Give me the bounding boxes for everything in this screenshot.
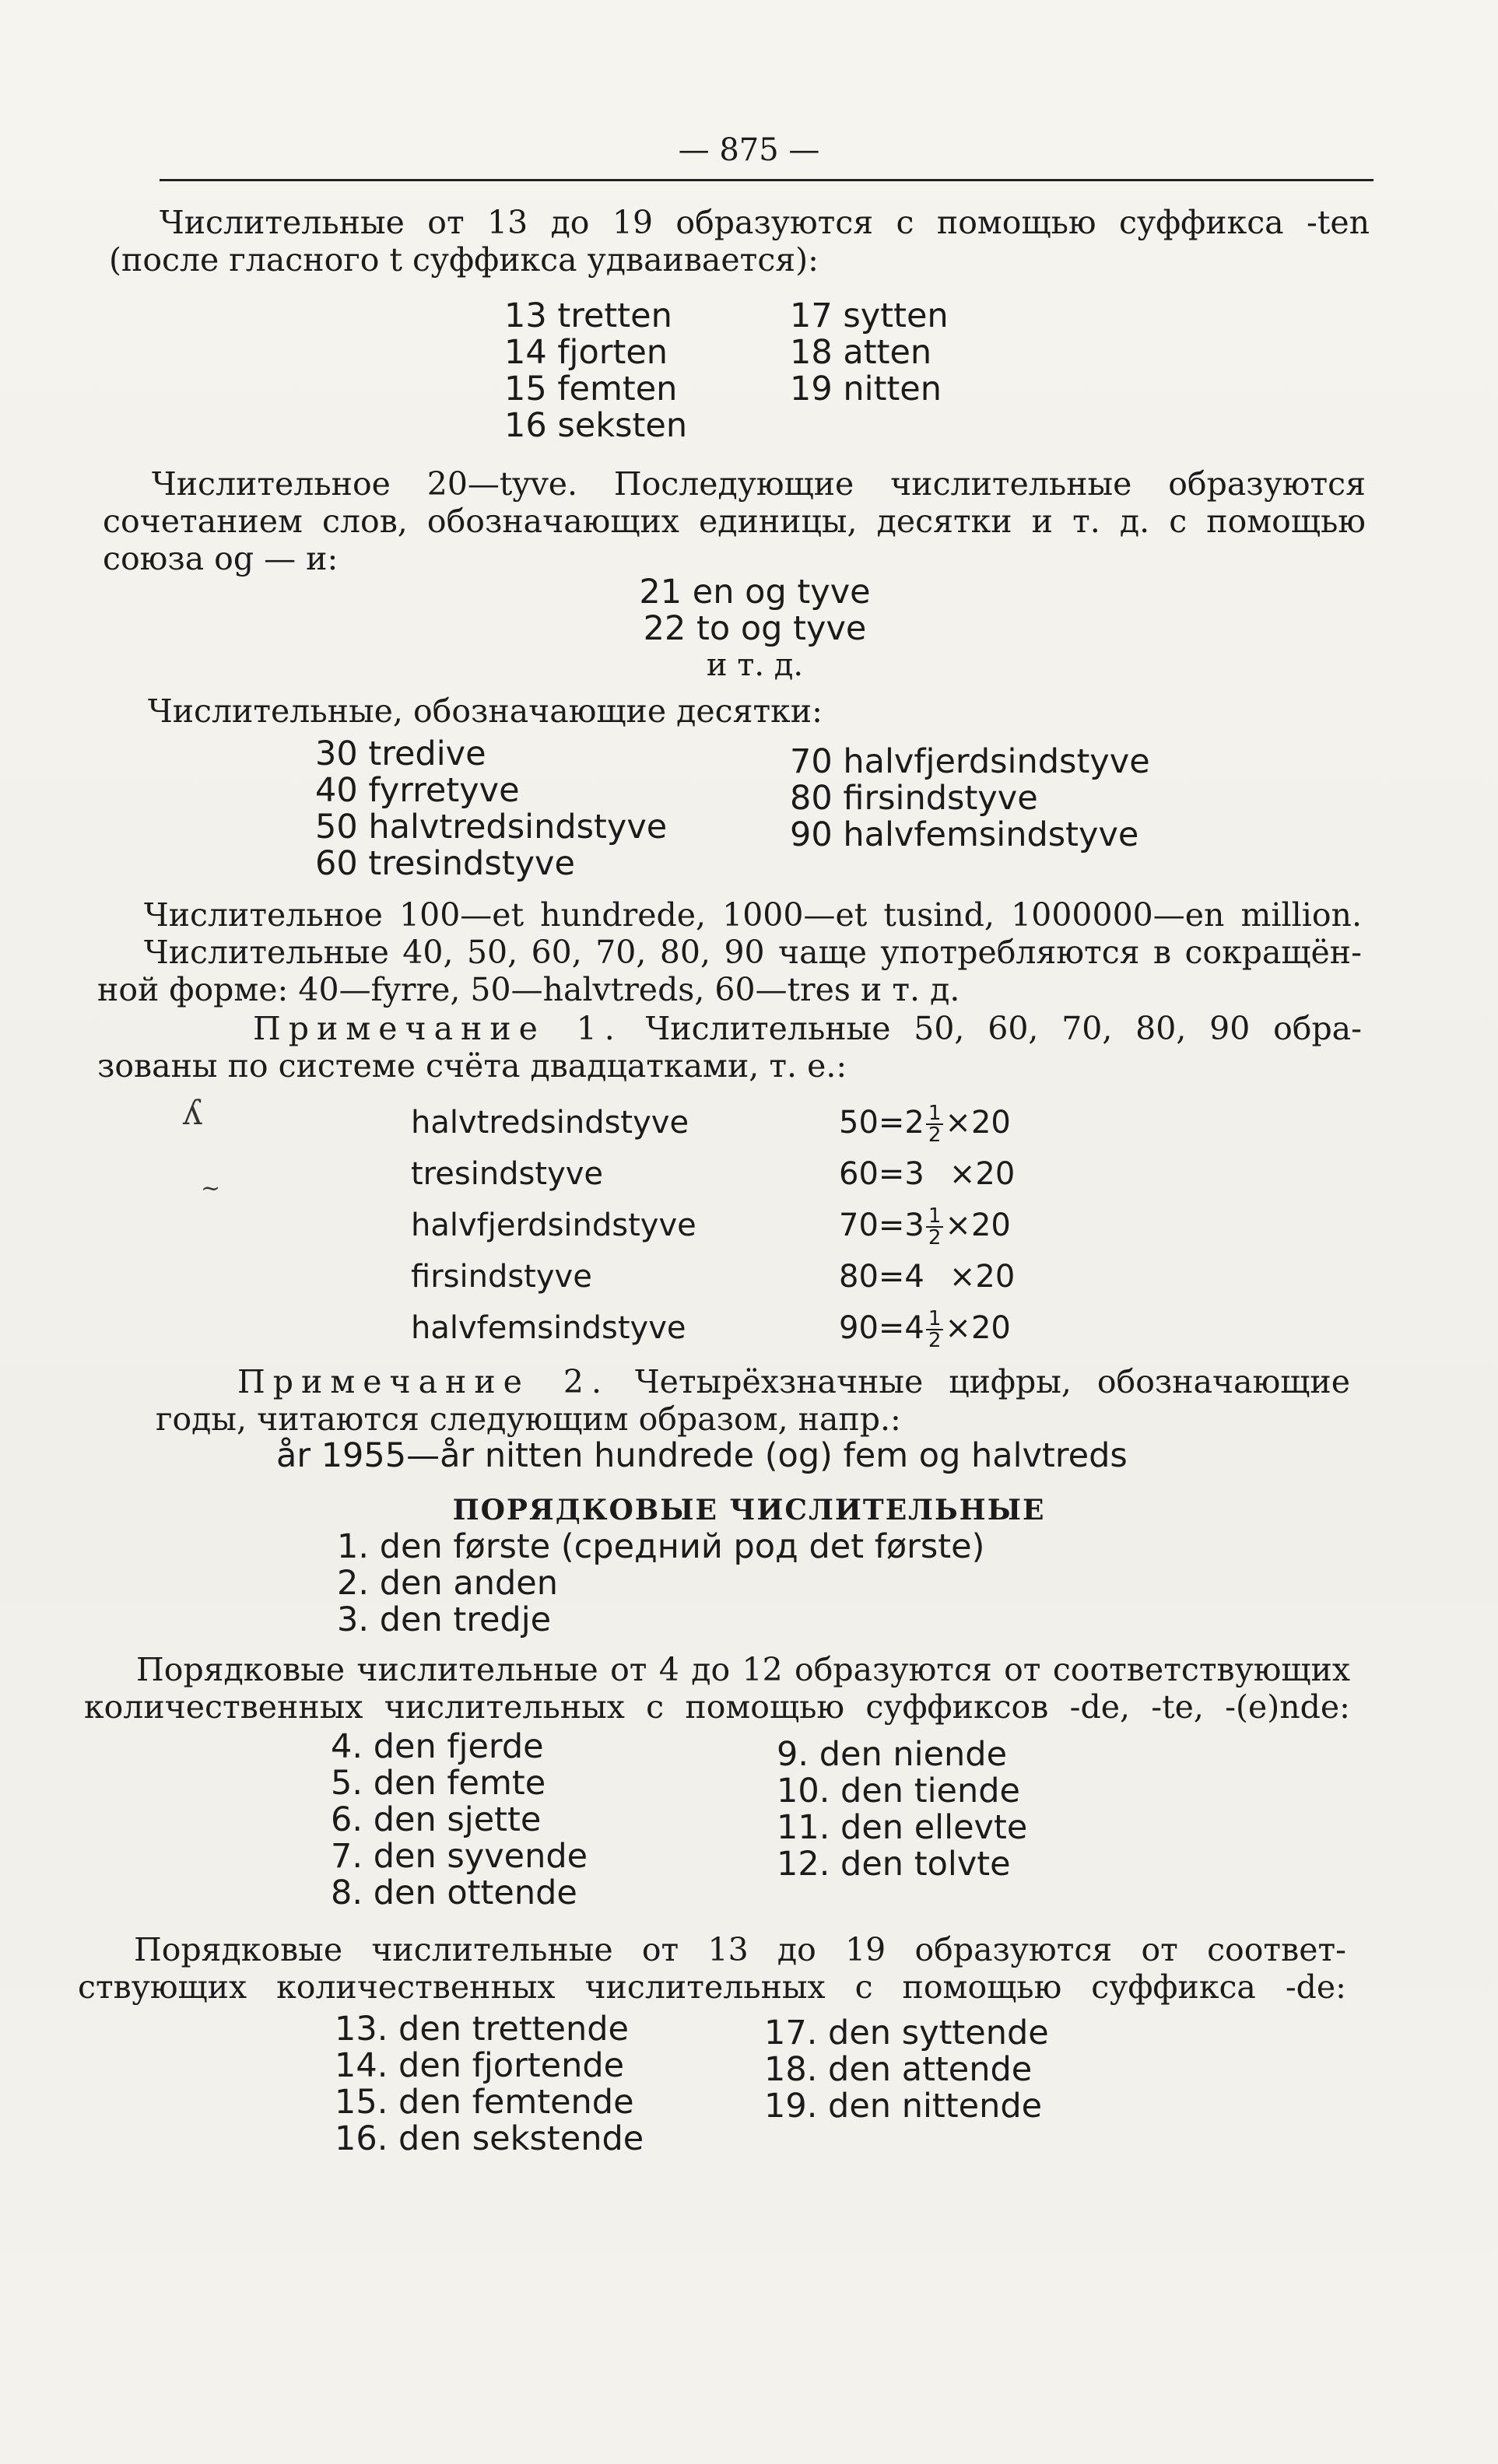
- note1-text: Числительные 50, 60, 70, 80, 90 обра-: [645, 1010, 1362, 1047]
- formula-row: 90=4 $\frac{1}{2}$ ×20: [839, 1307, 1011, 1352]
- margin-mark: ʎ: [183, 1093, 202, 1133]
- list-item: 17 sytten: [790, 296, 949, 335]
- list-item: 21 en og tyve: [639, 573, 871, 612]
- paragraph-twenty-line1: Числительное 20—tyve. Последующие числительные образуются: [152, 465, 1366, 503]
- teens-right-column: [790, 298, 949, 408]
- list-item: 1. den første (средний род det første): [337, 1527, 985, 1566]
- paragraph-ord4-line1: Порядковые числительные от 4 до 12 образуются от соответствующих: [136, 1651, 1350, 1688]
- formula-row: 80=4 ×20: [839, 1259, 1016, 1295]
- list-item: 4. den fjerde: [331, 1727, 544, 1766]
- list-item: 9. den niende: [777, 1735, 1008, 1774]
- list-item: 30 tredive: [315, 734, 486, 773]
- ord4-right-column: [777, 1737, 1027, 1883]
- paragraph-short-forms-line2: ной форме: 40—fyrre, 50—halvtreds, 60—tres и т. д.: [97, 971, 960, 1008]
- list-item: 40 fyrretyve: [315, 771, 520, 810]
- fraction: $\frac{1}{2}$: [926, 1206, 944, 1248]
- list-item: 6. den sjette: [331, 1800, 542, 1839]
- formula-row: 50=2 $\frac{1}{2}$ ×20: [839, 1102, 1011, 1147]
- note2-label: Примечание 2.: [237, 1363, 609, 1400]
- note1-label: Примечание 1.: [253, 1010, 623, 1047]
- list-item: 50 halvtredsindstyve: [315, 808, 668, 846]
- list-item: 18 atten: [790, 333, 932, 372]
- paragraph-twenty-line2: сочетанием слов, обозначающих единицы, десятки и т. д. с помощью: [103, 503, 1366, 540]
- list-item: 12. den tolvte: [777, 1845, 1011, 1884]
- note2-line2: годы, читаются следующим образом, напр.:: [156, 1400, 901, 1438]
- paragraph-ord13-line1: Порядковые числительные от 13 до 19 образуются от соответ-: [134, 1931, 1346, 1968]
- formula-row: 60=3 ×20: [839, 1156, 1016, 1192]
- ordinals-first: [337, 1529, 984, 1639]
- formula-row: 70=3 $\frac{1}{2}$ ×20: [839, 1204, 1011, 1250]
- note1-line2: зованы по системе счёта двадцатками, т. е.:: [97, 1047, 847, 1085]
- note1-line1: [253, 1010, 1362, 1047]
- tens-left-column: [315, 736, 667, 882]
- list-item: 2. den anden: [337, 1564, 558, 1603]
- paragraph-ord4-line2: количественных числительных с помощью суффиксов -de, -te, -(e)nde:: [84, 1688, 1350, 1726]
- list-item: 3. den tredje: [337, 1600, 552, 1639]
- list-item: 17. den syttende: [764, 2014, 1049, 2052]
- list-item: 5. den femte: [331, 1764, 546, 1803]
- formula-values: [839, 1097, 1015, 1354]
- page-number: — 875 —: [678, 132, 820, 168]
- section-heading: ПОРЯДКОВЫЕ ЧИСЛИТЕЛЬНЫЕ: [452, 1494, 1046, 1526]
- paragraph-twenty-line3: союза og — и:: [103, 540, 339, 577]
- list-item: 16. den sekstende: [335, 2119, 644, 2158]
- list-item: 7. den syvende: [331, 1837, 588, 1876]
- list-item: 19 nitten: [790, 370, 942, 408]
- list-item: 18. den attende: [764, 2050, 1033, 2089]
- formula-word: halvtredsindstyve: [411, 1105, 689, 1141]
- paragraph-ord13-line2: ствующих количественных числительных с помощью суффикса -de:: [78, 1968, 1346, 2006]
- note2-example: år 1955—år nitten hundrede (og) fem og halvtreds: [276, 1436, 1128, 1475]
- list-item: 22 to og tyve: [643, 609, 867, 648]
- formula-words: [411, 1097, 696, 1354]
- paragraph-teens-line2: (после гласного t суффикса удваивается):: [109, 241, 819, 279]
- list-item: 16 seksten: [504, 406, 688, 445]
- list-item: 14 fjorten: [504, 333, 668, 372]
- teens-left-column: [504, 298, 687, 444]
- note2-text: Четырёхзначные цифры, обозначающие: [634, 1363, 1350, 1400]
- fraction: $\frac{1}{2}$: [926, 1309, 944, 1351]
- list-item: 10. den tiende: [777, 1772, 1020, 1810]
- list-item: 13. den trettende: [335, 2010, 629, 2049]
- ord13-left-column: [335, 2011, 644, 2157]
- list-item: 70 halvfjerdsindstyve: [790, 742, 1150, 781]
- formula-word: firsindstyve: [411, 1259, 592, 1295]
- og-examples: [591, 574, 918, 684]
- formula-word: tresindstyve: [411, 1156, 604, 1192]
- list-item: 14. den fjortende: [335, 2046, 625, 2085]
- list-item: 80 firsindstyve: [790, 779, 1038, 818]
- formula-word: halvfjerdsindstyve: [411, 1207, 696, 1243]
- list-item: 15 femten: [504, 370, 678, 408]
- tens-right-column: [790, 744, 1150, 853]
- list-item: 11. den ellevte: [777, 1808, 1028, 1847]
- list-item: 15. den femtende: [335, 2083, 634, 2122]
- note2-line1: [237, 1363, 1350, 1400]
- tens-intro: Числительные, обозначающие десятки:: [148, 692, 823, 730]
- margin-mark: ~: [201, 1175, 221, 1202]
- list-item: 19. den nittende: [764, 2087, 1043, 2126]
- formula-word: halvfemsindstyve: [411, 1310, 686, 1346]
- header-rule: [160, 179, 1373, 181]
- ord13-right-column: [764, 2015, 1049, 2125]
- list-item: 8. den ottende: [331, 1873, 577, 1912]
- list-item: 13 tretten: [504, 296, 672, 335]
- list-item: 60 tresindstyve: [315, 844, 575, 883]
- ord4-left-column: [331, 1729, 588, 1912]
- fraction: $\frac{1}{2}$: [926, 1103, 944, 1145]
- list-item: и т. д.: [706, 647, 804, 683]
- paragraph-hundred: Числительное 100—et hundrede, 1000—et tusind, 1000000—en million.: [144, 896, 1362, 934]
- paragraph-short-forms-line1: Числительные 40, 50, 60, 70, 80, 90 чаще употребляются в сокращён-: [144, 934, 1362, 971]
- paragraph-teens-line1: Числительные от 13 до 19 образуются с помощью суффикса -ten: [160, 204, 1370, 241]
- list-item: 90 halvfemsindstyve: [790, 815, 1139, 854]
